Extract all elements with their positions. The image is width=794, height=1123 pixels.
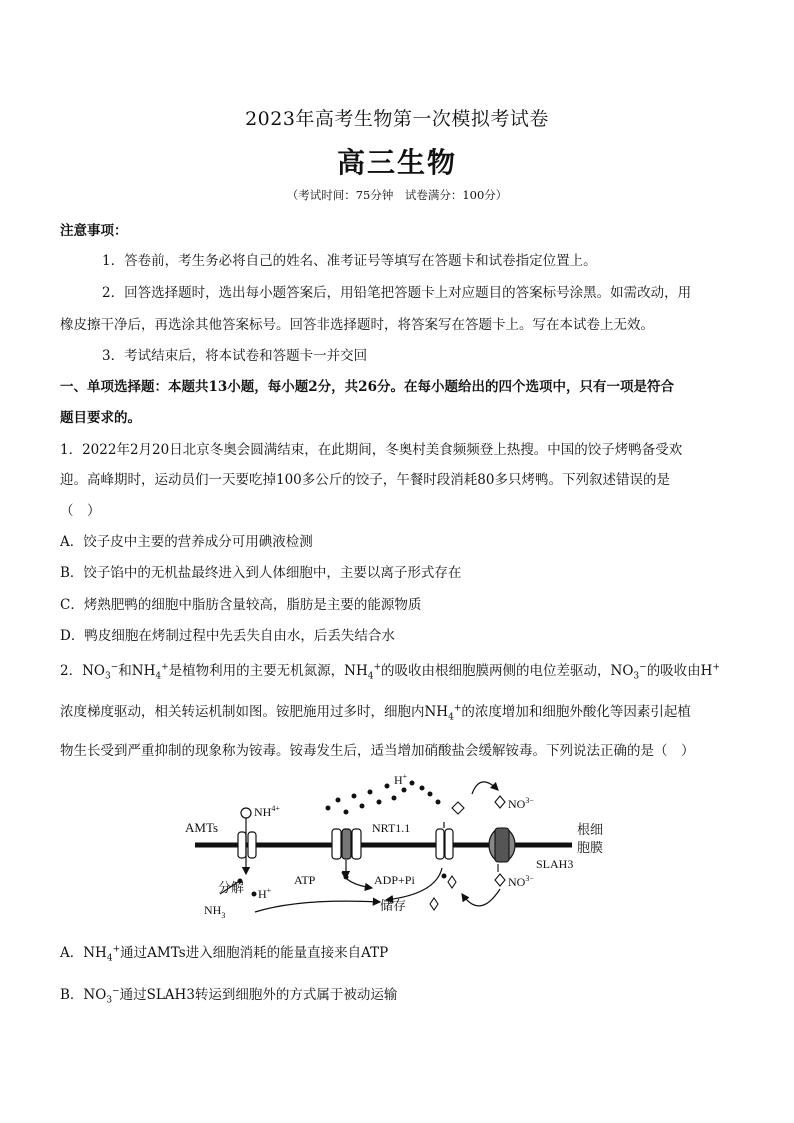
slah3-transporter bbox=[489, 828, 515, 862]
q1-option-b: B．饺子馅中的无机盐最终进入到人体细胞中，主要以离子形式存在 bbox=[60, 565, 462, 581]
q1-stem-line3: （ ） bbox=[60, 503, 101, 519]
q2-option-b: B．$NO_3^-$通过SLAH3转运到细胞外的方式属于被动运输 bbox=[60, 986, 398, 1006]
label-membrane-1: 根细 bbox=[577, 822, 604, 837]
q1-option-d: D．鸭皮细胞在烤制过程中先丢失自由水，后丢失结合水 bbox=[60, 628, 395, 644]
note-item-1: 1．答卷前，考生务必将自己的姓名、准考证号等填写在答题卡和试卷指定位置上。 bbox=[102, 253, 597, 269]
label-membrane-2: 胞膜 bbox=[577, 840, 604, 855]
q2-option-a: A．$NH_4^+$通过AMTs进入细胞消耗的能量直接来自ATP bbox=[60, 944, 389, 964]
transport-diagram bbox=[180, 772, 620, 922]
section-heading-cont: 题目要求的。 bbox=[60, 410, 141, 426]
proton-dots bbox=[326, 781, 441, 815]
label-nh3: $NH_3$ bbox=[204, 903, 226, 920]
q2-stem-line1: 2．$NO_3^-$和$NH_4^+$是植物利用的主要无机氮源，$NH_4^+$的吸收由根细胞膜两侧的电位差驱动，$NO_3^-$的吸收由H+ bbox=[60, 662, 721, 682]
label-amts: AMTs bbox=[185, 820, 219, 835]
exam-title: 2023年高考生物第一次模拟考试卷 bbox=[245, 108, 549, 130]
q1-option-a: A．饺子皮中主要的营养成分可用碘液检测 bbox=[60, 534, 313, 550]
q1-stem-line1: 1．2022年2月20日北京冬奥会圆满结束，在此期间，冬奥村美食频频登上热搜。中国的饺子烤鸭备受欢 bbox=[60, 442, 683, 458]
note-item-2-cont: 橡皮擦干净后，再选涂其他答案标号。回答非选择题时，将答案写在答题卡上。写在本试卷上无效。 bbox=[60, 317, 654, 333]
note-item-3: 3．考试结束后，将本试卷和答题卡一并交回 bbox=[102, 348, 368, 364]
label-adp: ADP+Pi bbox=[374, 873, 415, 887]
q2-stem-line2: 浓度梯度驱动，相关转运机制如图。铵肥施用过多时，细胞内$NH_4^+$的浓度增加和细胞外酸化等因素引起植 bbox=[60, 703, 691, 723]
section-heading: 一、单项选择题：本题共13小题，每小题2分，共26分。在每小题给出的四个选项中，只有一项是符合 bbox=[60, 379, 674, 395]
label-nrt: NRT1.1 bbox=[372, 821, 411, 835]
label-fenjie: 分解 bbox=[218, 880, 245, 895]
q1-stem-line2: 迎。高峰期时，运动员们一天要吃掉100多公斤的饺子，午餐时段消耗80多只烤鸭。下列叙述错误的是 bbox=[60, 472, 670, 488]
label-h-low: H+ bbox=[258, 886, 272, 901]
label-chucun: 储存 bbox=[380, 898, 407, 913]
label-no3-bottom: $NO^{3-}$ bbox=[508, 874, 534, 889]
label-no3-top: $NO^{3-}$ bbox=[508, 796, 534, 811]
label-h-top: H+ bbox=[394, 772, 408, 787]
nrt-transporter bbox=[436, 829, 453, 859]
proton-pump bbox=[332, 829, 361, 859]
label-slah3: SLAH3 bbox=[536, 857, 574, 871]
notes-heading: 注意事项： bbox=[60, 223, 128, 239]
subject-title: 高三生物 bbox=[336, 146, 457, 179]
exam-info: （考试时间：75分钟 试卷满分：100分） bbox=[286, 188, 508, 202]
label-nh4: $NH^{4+}$ bbox=[254, 804, 280, 819]
note-item-2: 2．回答选择题时，选出每小题答案后，用铅笔把答题卡上对应题目的答案标号涂黑。如需改动，用 bbox=[102, 285, 692, 301]
nh4-molecule bbox=[241, 808, 251, 818]
q2-stem-line3: 物生长受到严重抑制的现象称为铵毒。铵毒发生后，适当增加硝酸盐会缓解铵毒。下列说法正确的是（ ） bbox=[60, 743, 695, 759]
label-atp: ATP bbox=[294, 873, 316, 887]
q1-option-c: C．烤熟肥鸭的细胞中脂肪含量较高，脂肪是主要的能源物质 bbox=[60, 597, 422, 613]
